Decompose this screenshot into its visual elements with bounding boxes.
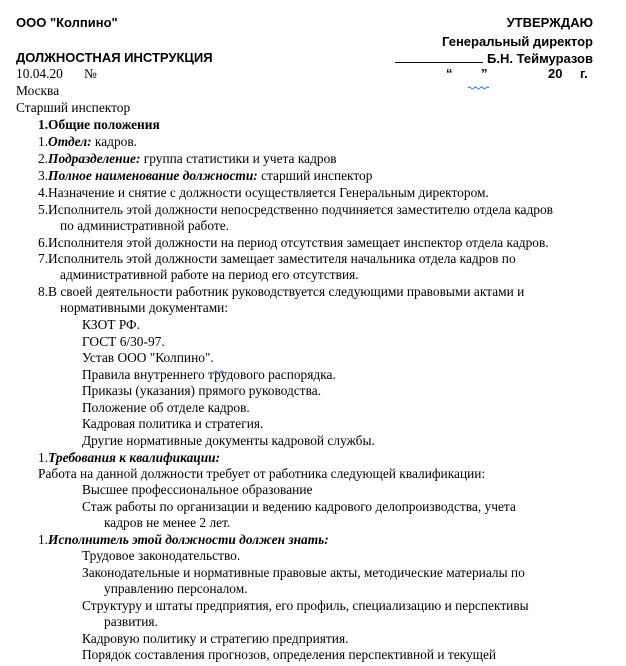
item-number: 6. xyxy=(38,235,49,250)
item-text: старший инспектор xyxy=(257,168,373,183)
list-item-continuation: управлению персоналом. xyxy=(104,581,248,596)
section-intro: Работа на данной должности требует от работника следующей квалификации: xyxy=(38,466,486,481)
item-label: Отдел: xyxy=(48,134,92,149)
item-number: 5. xyxy=(38,202,49,217)
approve-label: УТВЕРЖДАЮ xyxy=(506,15,593,30)
item-text: Исполнитель этой должности непосредственно подчиняется заместителю отдела кадров xyxy=(48,202,553,217)
list-item-continuation: по административной работе. xyxy=(60,218,230,233)
spellcheck-squiggle-icon xyxy=(468,78,490,94)
list-item-continuation: нормативными документами: xyxy=(60,300,229,315)
document-title: ДОЛЖНОСТНАЯ ИНСТРУКЦИЯ xyxy=(16,50,213,65)
quote-left: “ xyxy=(446,66,453,81)
doc-item: Правила внутреннего трудового распорядка. xyxy=(82,367,336,382)
section-knowledge-title xyxy=(38,532,329,548)
list-item xyxy=(38,202,553,218)
item-number: 7. xyxy=(38,251,49,266)
document-city: Москва xyxy=(16,83,60,98)
item-text: кадров. xyxy=(91,134,138,149)
doc-item-text: Устав ООО "Колпино". xyxy=(82,350,214,365)
list-item: Стаж работы по организации и ведению кадрового делопроизводства, учета xyxy=(82,499,516,514)
year-number: 20 xyxy=(548,66,563,81)
item-number: 8. xyxy=(38,284,49,299)
doc-item: Приказы (указания) прямого руководства. xyxy=(82,383,322,398)
item-text: Исполнитель этой должности замещает заместителя начальника отдела кадров по xyxy=(48,251,516,266)
doc-item: Другие нормативные документы кадровой службы. xyxy=(82,433,375,448)
list-item xyxy=(38,251,516,267)
signature-blank xyxy=(395,50,483,63)
section-title-text: Требования к квалификации: xyxy=(48,450,221,465)
doc-item: ГОСТ 6/30-97. xyxy=(82,334,165,349)
section-title-text: Исполнитель этой должности должен знать: xyxy=(48,532,329,547)
list-item: Кадровую политику и стратегию предприятия. xyxy=(82,631,349,646)
list-item xyxy=(38,151,337,167)
item-number: 3. xyxy=(38,168,49,183)
section-number: 1. xyxy=(38,450,49,465)
item-text: Назначение и снятие с должности осуществляется Генеральным директором. xyxy=(48,185,489,200)
list-item xyxy=(38,134,137,150)
item-number: 2. xyxy=(38,151,49,166)
list-item: Высшее профессиональное образование xyxy=(82,482,313,497)
director-name: Б.Н. Теймуразов xyxy=(487,51,593,66)
list-item-continuation: развития. xyxy=(104,614,158,629)
doc-item: КЗОТ РФ. xyxy=(82,317,140,332)
quote-right: ” xyxy=(481,66,488,81)
list-item xyxy=(38,168,372,184)
list-item: Структуру и штаты предприятия, его профиль, специализацию и перспективы xyxy=(82,598,529,613)
section-general-title: 1.Общие положения xyxy=(38,117,160,132)
org-name: ООО "Колпино" xyxy=(16,15,118,30)
year-suffix: г. xyxy=(580,66,588,81)
item-text: Исполнителя этой должности на период отсутствия замещает инспектор отдела кадров. xyxy=(48,235,549,250)
doc-item: Кадровая политика и стратегия. xyxy=(82,416,264,431)
document-date: 10.04.20 xyxy=(16,66,63,81)
director-position: Генеральный директор xyxy=(442,34,593,49)
doc-item: Положение об отделе кадров. xyxy=(82,400,250,415)
list-item xyxy=(38,185,489,201)
item-label: Подразделение: xyxy=(48,151,141,166)
director-signature-line xyxy=(395,50,593,67)
list-item xyxy=(38,284,524,300)
item-number: 4. xyxy=(38,185,49,200)
list-item: Законодательные и нормативные правовые акты, методические материалы по xyxy=(82,565,525,580)
item-number: 1. xyxy=(38,134,49,149)
item-text: группа статистики и учета кадров xyxy=(140,151,337,166)
doc-item xyxy=(82,350,214,366)
list-item-continuation: кадров не менее 2 лет. xyxy=(104,515,231,530)
number-sign: № xyxy=(84,66,97,81)
section-number: 1. xyxy=(38,532,49,547)
section-qualification-title xyxy=(38,450,220,466)
list-item: Трудовое законодательство. xyxy=(82,548,241,563)
list-item-continuation: административной работе на период его отсутствия. xyxy=(60,267,359,282)
list-item: Порядок составления прогнозов, определения перспективной и текущей xyxy=(82,647,497,662)
job-title: Старший инспектор xyxy=(16,100,131,115)
item-text: В своей деятельности работник руководствуется следующими правовыми актами и xyxy=(48,284,525,299)
list-item xyxy=(38,235,549,251)
item-label: Полное наименование должности: xyxy=(48,168,258,183)
